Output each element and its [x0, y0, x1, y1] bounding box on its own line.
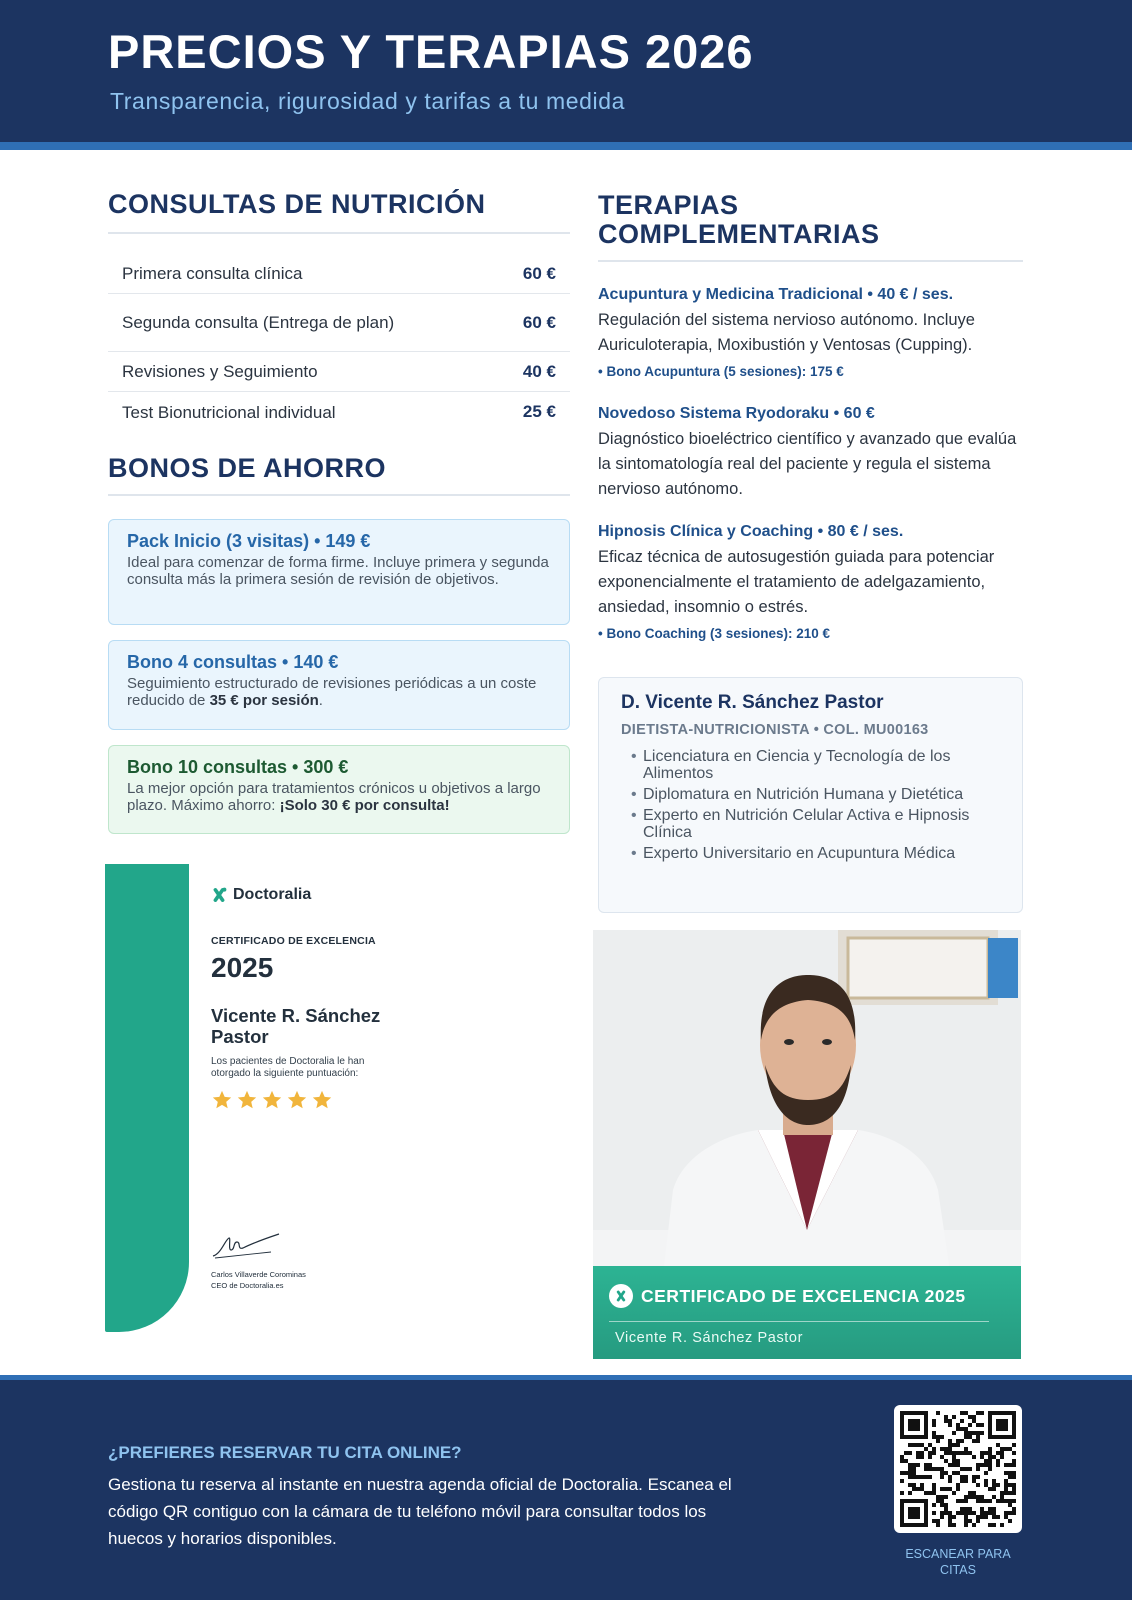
- row-label: Test Bionutricional individual: [122, 402, 336, 422]
- table-row: [108, 392, 570, 432]
- row-price: 25 €: [522, 402, 556, 421]
- therapy-title: Hipnosis Clínica y Coaching • 80 € / ses.: [598, 523, 904, 540]
- bono-title: Bono 4 consultas • 140 €: [127, 652, 339, 672]
- bono-card-4-consultas: [108, 640, 570, 730]
- row-label: Segunda consulta (Entrega de plan): [122, 313, 395, 332]
- certificate-year: 2025: [211, 952, 274, 983]
- therapy-ryodoraku: [598, 404, 1028, 502]
- therapy-title: Acupuntura y Medicina Tradicional • 40 € / ses.: [598, 286, 954, 303]
- banner-title: CERTIFICADO DE EXCELENCIA 2025: [641, 1285, 966, 1306]
- table-row: [108, 254, 570, 294]
- therapy-acupuntura: [598, 285, 1028, 379]
- bono-description: La mejor opción para tratamientos crónicos u objetivos a largo plazo. Máximo ahorro: ¡Solo 30 € por consulta!: [127, 780, 541, 814]
- doctor-name: D. Vicente R. Sánchez Pastor: [621, 692, 884, 713]
- footer-title: ¿PREFIERES RESERVAR TU CITA ONLINE?: [108, 1443, 462, 1462]
- row-price: 60 €: [522, 312, 556, 332]
- banner-title-row: [609, 1284, 966, 1308]
- banner-name: Vicente R. Sánchez Pastor: [615, 1330, 804, 1346]
- list-item: • Experto en Nutrición Celular Activa e Hipnosis Clínica: [631, 807, 1000, 841]
- star-icon: [211, 1089, 233, 1111]
- therapy-hipnosis: [598, 522, 1028, 641]
- brand-name: Doctoralia: [233, 886, 312, 903]
- certificate-signer: [211, 1269, 306, 1291]
- bono-description: Ideal para comenzar de forma firme. Incluye primera y segunda consulta más la primera sesión de revisión de objetivos.: [127, 554, 549, 588]
- row-label: Primera consulta clínica: [122, 264, 303, 283]
- signer-name: Carlos Villaverde Corominas: [211, 1270, 306, 1279]
- footer-text: Gestiona tu reserva al instante en nuestra agenda oficial de Doctoralia. Escanea el código QR contiguo con la cámara de tu teléfono móvil para consultar todos los huecos y horarios disponibles.: [108, 1475, 732, 1548]
- bono-title: Pack Inicio (3 visitas) • 149 €: [127, 531, 371, 551]
- certificate-note: Los pacientes de Doctoralia le han otorgado la siguiente puntuación:: [211, 1056, 365, 1079]
- star-icon: [311, 1089, 333, 1111]
- nutrition-section-title: CONSULTAS DE NUTRICIÓN: [108, 189, 486, 219]
- certificate-recipient: Vicente R. Sánchez Pastor: [211, 1005, 381, 1047]
- doctor-role: DIETISTA-NUTRICIONISTA • COL. MU00163: [621, 722, 929, 738]
- credentials-list: [621, 748, 1000, 862]
- bono-description: Seguimiento estructurado de revisiones periódicas a un coste reducido de 35 € por sesión.: [127, 675, 537, 709]
- therapies-section-title: TERAPIAS COMPLEMENTARIAS: [598, 190, 880, 249]
- bono-highlight: ¡Solo 30 € por consulta!: [279, 797, 450, 814]
- row-price: 60 €: [522, 263, 556, 283]
- doctoralia-mark-icon: [609, 1284, 633, 1308]
- nutrition-price-table: [108, 254, 570, 432]
- table-row: [108, 352, 570, 392]
- page-title: PRECIOS Y TERAPIAS 2026: [108, 25, 754, 78]
- doctoralia-logo-icon: [210, 886, 228, 904]
- section-divider: [108, 232, 570, 234]
- bono-highlight: 35 € por sesión: [209, 692, 319, 709]
- certificate-accent-bar: [105, 864, 189, 1332]
- bono-title: Bono 10 consultas • 300 €: [127, 757, 349, 777]
- therapy-description: Eficaz técnica de autosugestión guiada para potenciar exponencialmente el tratamiento de adelgazamiento, ansiedad, insomnio o estrés.: [598, 548, 995, 616]
- table-row: [108, 294, 570, 352]
- therapy-bono: • Bono Acupuntura (5 sesiones): 175 €: [598, 364, 844, 379]
- banner-divider: [609, 1321, 989, 1322]
- doctor-card: [598, 677, 1023, 913]
- page-subtitle: Transparencia, rigurosidad y tarifas a tu medida: [110, 88, 626, 114]
- page-footer: [0, 1375, 1132, 1600]
- signer-role: CEO de Doctoralia.es: [211, 1281, 284, 1290]
- page-header: [0, 0, 1132, 150]
- therapy-title: Novedoso Sistema Ryodoraku • 60 €: [598, 405, 875, 422]
- doctor-photo: [593, 930, 1021, 1359]
- list-item: • Licenciatura en Ciencia y Tecnología de los Alimentos: [631, 748, 1000, 782]
- rating-stars: [211, 1089, 333, 1111]
- excellence-certificate: [105, 864, 570, 1332]
- star-icon: [261, 1089, 283, 1111]
- doctoralia-logo: [210, 886, 311, 904]
- bono-card-pack-inicio: [108, 519, 570, 625]
- therapy-bono: • Bono Coaching (3 sesiones): 210 €: [598, 626, 831, 641]
- therapy-description: Regulación del sistema nervioso autónomo. Incluye Auriculoterapia, Moxibustión y Ventosas (Cupping).: [598, 311, 975, 354]
- section-divider: [108, 494, 570, 496]
- bonos-section-title: BONOS DE AHORRO: [108, 453, 387, 483]
- row-label: Revisiones y Seguimiento: [122, 362, 318, 381]
- excellence-banner: [593, 1266, 1021, 1359]
- therapy-description: Diagnóstico bioeléctrico científico y avanzado que evalúa la sintomatología real del paciente y regula el sistema nervioso autónomo.: [598, 430, 1017, 498]
- qr-code-icon: [900, 1411, 1016, 1527]
- certificate-kicker: CERTIFICADO DE EXCELENCIA: [211, 935, 376, 947]
- list-item: • Diplomatura en Nutrición Humana y Dietética: [631, 786, 1000, 803]
- section-divider: [598, 260, 1023, 262]
- list-item: • Experto Universitario en Acupuntura Médica: [631, 845, 1000, 862]
- signature-icon: [211, 1230, 291, 1260]
- star-icon: [236, 1089, 258, 1111]
- booking-qr-code[interactable]: [894, 1405, 1022, 1533]
- qr-label: ESCANEAR PARA CITAS: [905, 1547, 1011, 1577]
- star-icon: [286, 1089, 308, 1111]
- row-price: 40 €: [522, 361, 556, 381]
- bono-card-10-consultas: [108, 745, 570, 834]
